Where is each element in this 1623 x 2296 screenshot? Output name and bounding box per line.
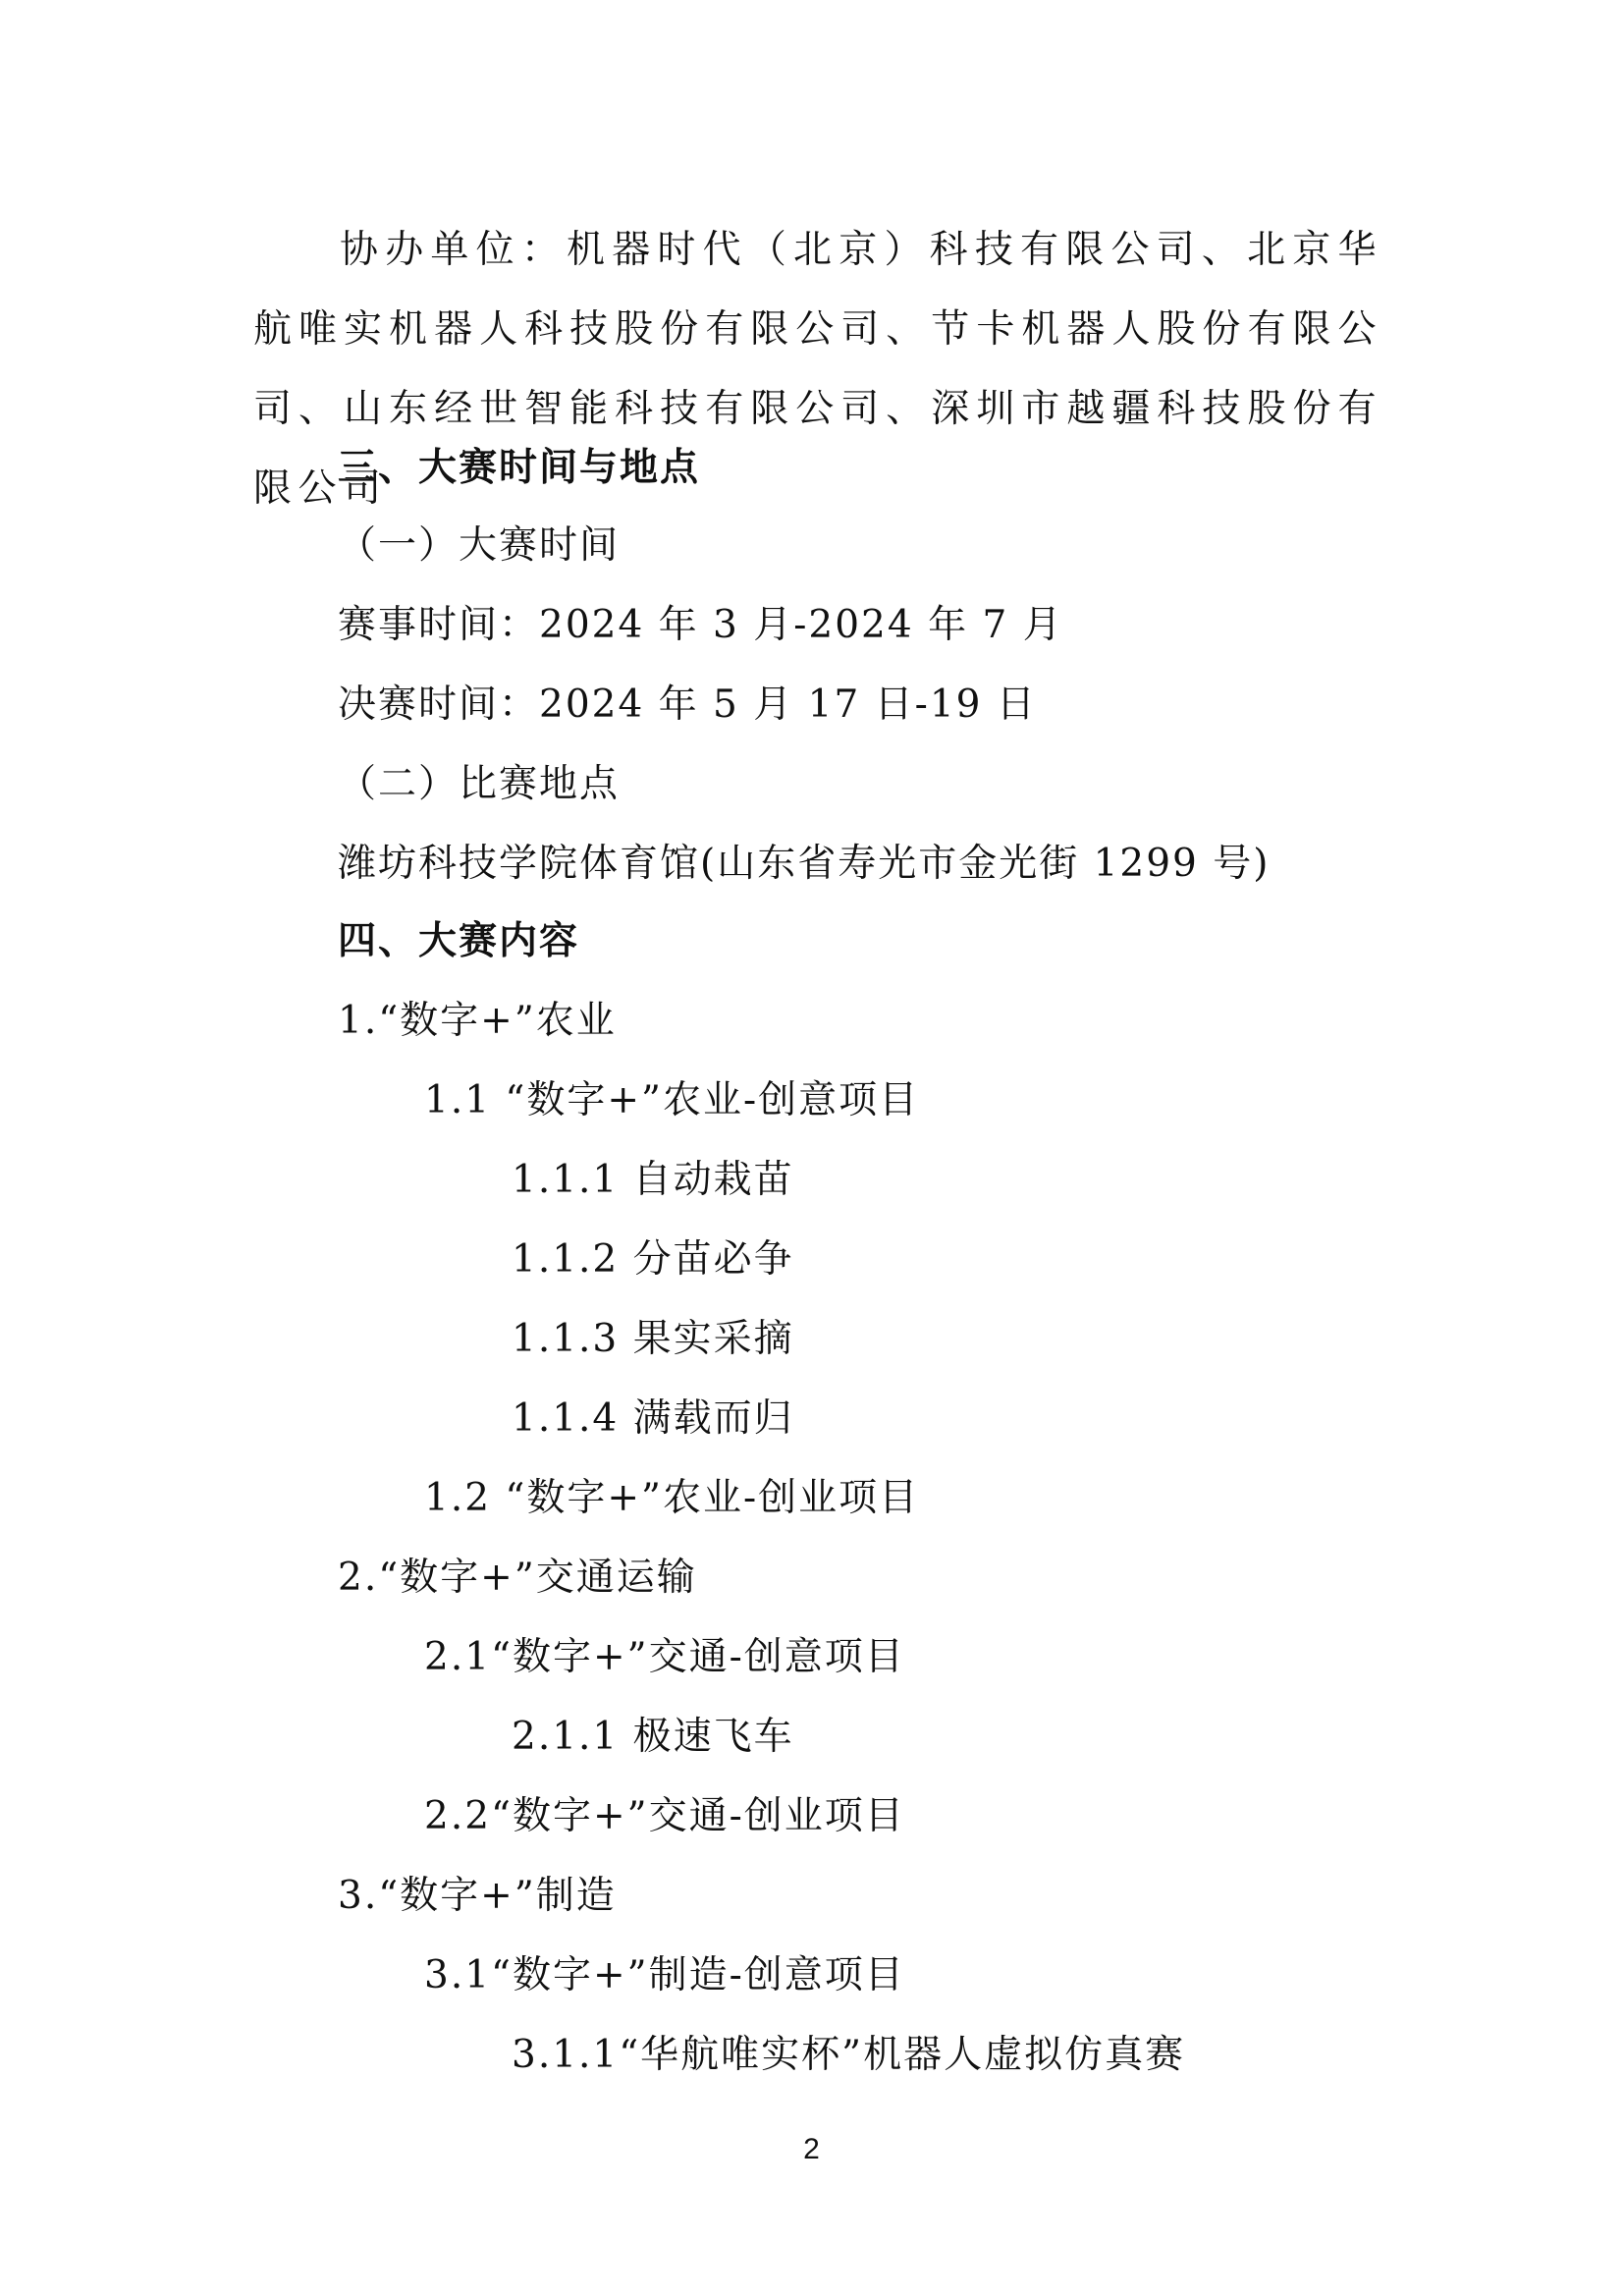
subsection-title-event-time: （一）大赛时间 xyxy=(338,523,621,568)
list-item: 1.1 “数字+”农业-创意项目 xyxy=(424,1078,920,1122)
list-item: 1.1.4 满载而归 xyxy=(512,1396,794,1441)
venue-text: 潍坊科技学院体育馆(山东省寿光市金光街 1299 号) xyxy=(338,842,1271,886)
list-item: 2.1“数字+”交通-创意项目 xyxy=(424,1635,905,1679)
subsection-title-venue: （二）比赛地点 xyxy=(338,762,621,806)
section-heading-time-and-venue: 三、大赛时间与地点 xyxy=(338,446,701,490)
list-item: 1.1.3 果实采摘 xyxy=(512,1317,794,1361)
list-item: 3.1“数字+”制造-创意项目 xyxy=(424,1953,905,1997)
list-item: 1.“数字+”农业 xyxy=(338,999,617,1043)
section-heading-contents: 四、大赛内容 xyxy=(338,919,580,963)
event-time-text: 赛事时间：2024 年 3 月-2024 年 7 月 xyxy=(338,603,1063,647)
list-item: 2.1.1 极速飞车 xyxy=(512,1715,794,1759)
list-item: 1.2 “数字+”农业-创业项目 xyxy=(424,1476,920,1520)
list-item: 2.2“数字+”交通-创业项目 xyxy=(424,1794,905,1838)
list-item: 1.1.1 自动栽苗 xyxy=(512,1158,794,1202)
list-item: 1.1.2 分苗必争 xyxy=(512,1237,794,1282)
page-number: 2 xyxy=(803,2133,820,2165)
list-item: 3.“数字+”制造 xyxy=(338,1874,617,1918)
list-item: 2.“数字+”交通运输 xyxy=(338,1556,697,1600)
final-time-text: 决赛时间：2024 年 5 月 17 日-19 日 xyxy=(338,683,1037,727)
list-item: 3.1.1“华航唯实杯”机器人虚拟仿真赛 xyxy=(512,2033,1186,2077)
co-organizers-paragraph: 协办单位：机器时代（北京）科技有限公司、北京华航唯实机器人科技股份有限公司、节卡机器人股份有限公司、山东经世智能科技有限公司、深圳市越疆科技股份有限公司 xyxy=(253,228,1382,511)
